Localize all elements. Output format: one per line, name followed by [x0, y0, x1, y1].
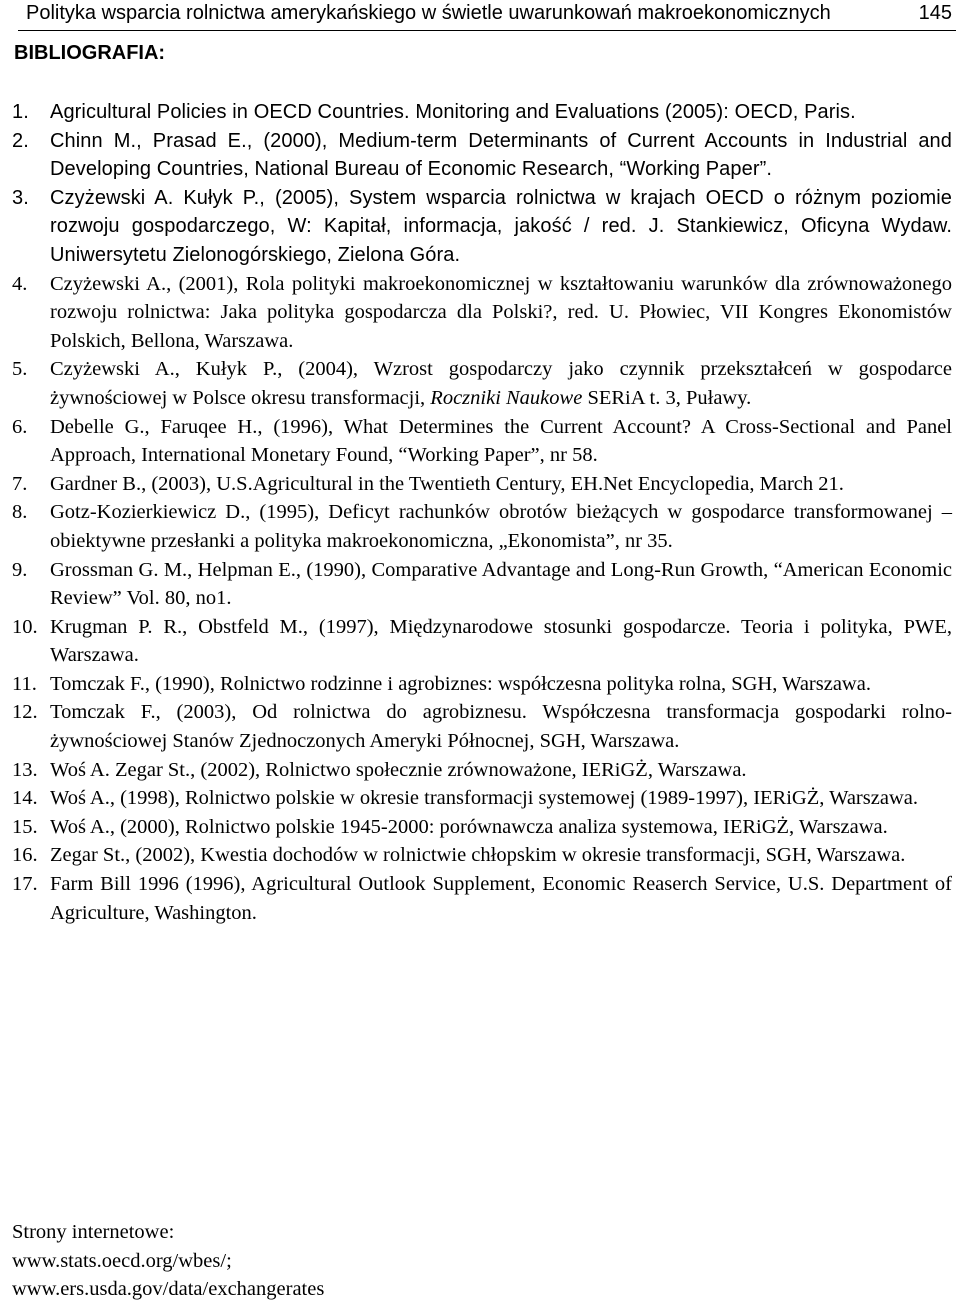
- reference-text: Krugman P. R., Obstfeld M., (1997), Międzynarodowe stosunki gospodarcze. Teoria i polityka, PWE, Warszawa.: [50, 615, 952, 667]
- reference-number: 9.: [12, 558, 28, 581]
- reference-item: [0, 613, 952, 670]
- header-title: Polityka wsparcia rolnictwa amerykańskiego w świetle uwarunkowań makroekonomicznych: [26, 2, 831, 24]
- reference-text: Agricultural Policies in OECD Countries. Monitoring and Evaluations (2005): OECD, Paris.: [50, 101, 856, 123]
- reference-text: Tomczak F., (1990), Rolnictwo rodzinne i agrobiznes: współczesna polityka rolna, SGH, Warszawa.: [50, 672, 871, 695]
- reference-item: [0, 470, 952, 499]
- reference-text-part: Czyżewski A., Kułyk P., (2004), Wzrost gospodarczy jako czynnik przekształceń w gospodarce żywnościowej w Polsce okresu transformacji,: [50, 358, 952, 409]
- reference-text: Czyżewski A., (2001), Rola polityki makroekonomicznej w kształtowaniu warunków dla zrównoważonego rozwoju rolnictwa: Jaka polityka gospodarcza dla Polski?, red. U. Płowiec, VII Kongres Ekonomistów Polskich, Bellona, Warszawa.: [50, 272, 952, 352]
- reference-list: [0, 98, 960, 927]
- reference-item: [0, 870, 952, 927]
- reference-text: Zegar St., (2002), Kwestia dochodów w rolnictwie chłopskim w okresie transformacji, SGH, Warszawa.: [50, 844, 906, 867]
- reference-item: [0, 784, 952, 813]
- reference-item: [0, 813, 952, 842]
- websites-section: [12, 1218, 324, 1304]
- reference-text: Czyżewski A. Kułyk P., (2005), System wsparcia rolnictwa w krajach OECD o różnym poziomie rozwoju gospodarczego, W: Kapitał, informacja, jakość / red. J. Stankiewicz, Oficyna Wydaw. Uniwersytetu Zielonogórskiego, Zielona Góra.: [50, 186, 952, 266]
- reference-text: Gotz-Kozierkiewicz D., (1995), Deficyt rachunków obrotów bieżących w gospodarce transformowanej – obiektywne przesłanki a polityka makroekonomiczna, „Ekonomista”, nr 35.: [50, 501, 952, 552]
- reference-text: Chinn M., Prasad E., (2000), Medium-term Determinants of Current Accounts in Industrial and Developing Countries, National Bureau of Economic Research, “Working Paper”.: [50, 129, 952, 181]
- reference-item: [0, 98, 952, 127]
- reference-number: 16.: [12, 844, 38, 867]
- bibliography-heading: BIBLIOGRAFIA:: [14, 42, 166, 64]
- reference-number: 7.: [12, 472, 28, 495]
- reference-number: 12.: [12, 701, 38, 724]
- reference-text-part: SERiA t. 3, Puławy.: [582, 386, 752, 409]
- reference-number: 4.: [12, 272, 28, 295]
- website-link[interactable]: www.stats.oecd.org/wbes/;: [12, 1249, 232, 1272]
- website-link[interactable]: www.ers.usda.gov/data/exchangerates: [12, 1278, 325, 1300]
- reference-number: 1.: [12, 101, 29, 123]
- reference-item: [0, 670, 952, 699]
- page-number: 145: [918, 2, 952, 24]
- reference-text: Gardner B., (2003), U.S.Agricultural in the Twentieth Century, EH.Net Encyclopedia, March 21.: [50, 472, 844, 495]
- reference-number: 10.: [12, 615, 38, 638]
- reference-item: [0, 498, 952, 555]
- reference-number: 8.: [12, 501, 28, 524]
- reference-item: [0, 841, 952, 870]
- reference-number: 11.: [12, 672, 37, 695]
- reference-item: [0, 270, 952, 356]
- reference-number: 13.: [12, 758, 38, 781]
- reference-text: Woś A., (1998), Rolnictwo polskie w okresie transformacji systemowej (1989-1997), IERiGŻ, Warszawa.: [50, 787, 918, 810]
- reference-item: [0, 184, 952, 270]
- reference-number: 15.: [12, 815, 38, 838]
- reference-item: [0, 556, 952, 613]
- reference-number: 14.: [12, 787, 38, 810]
- reference-item: [0, 127, 952, 184]
- reference-text: Farm Bill 1996 (1996), Agricultural Outlook Supplement, Economic Reaserch Service, U.S. Department of Agriculture, Washington.: [50, 873, 952, 924]
- reference-text: Debelle G., Faruqee H., (1996), What Determines the Current Account? A Cross-Sectional and Panel Approach, International Monetary Found, “Working Paper”, nr 58.: [50, 415, 952, 467]
- reference-text: Woś A., (2000), Rolnictwo polskie 1945-2000: porównawcza analiza systemowa, IERiGŻ, Warszawa.: [50, 815, 888, 838]
- reference-text: Tomczak F., (2003), Od rolnictwa do agrobiznesu. Współczesna transformacja gospodarki rolno-żywnościowej Stanów Zjednoczonych Ameryki Północnej, SGH, Warszawa.: [50, 701, 952, 753]
- reference-item: [0, 756, 952, 785]
- reference-text: Woś A. Zegar St., (2002), Rolnictwo społecznie zrównoważone, IERiGŻ, Warszawa.: [50, 758, 747, 781]
- reference-number: 3.: [12, 186, 29, 209]
- journal-title: Roczniki Naukowe: [430, 386, 583, 409]
- reference-number: 6.: [12, 415, 28, 438]
- websites-heading: Strony internetowe:: [12, 1221, 175, 1243]
- reference-item: [0, 413, 952, 470]
- reference-text: Grossman G. M., Helpman E., (1990), Comparative Advantage and Long-Run Growth, “American Economic Review” Vol. 80, no1.: [50, 558, 952, 610]
- reference-number: 17.: [12, 873, 38, 896]
- running-header: [18, 0, 956, 31]
- reference-number: 2.: [12, 129, 29, 152]
- reference-item: [0, 355, 952, 412]
- reference-item: [0, 698, 952, 755]
- reference-text: [50, 355, 952, 412]
- reference-number: 5.: [12, 358, 28, 381]
